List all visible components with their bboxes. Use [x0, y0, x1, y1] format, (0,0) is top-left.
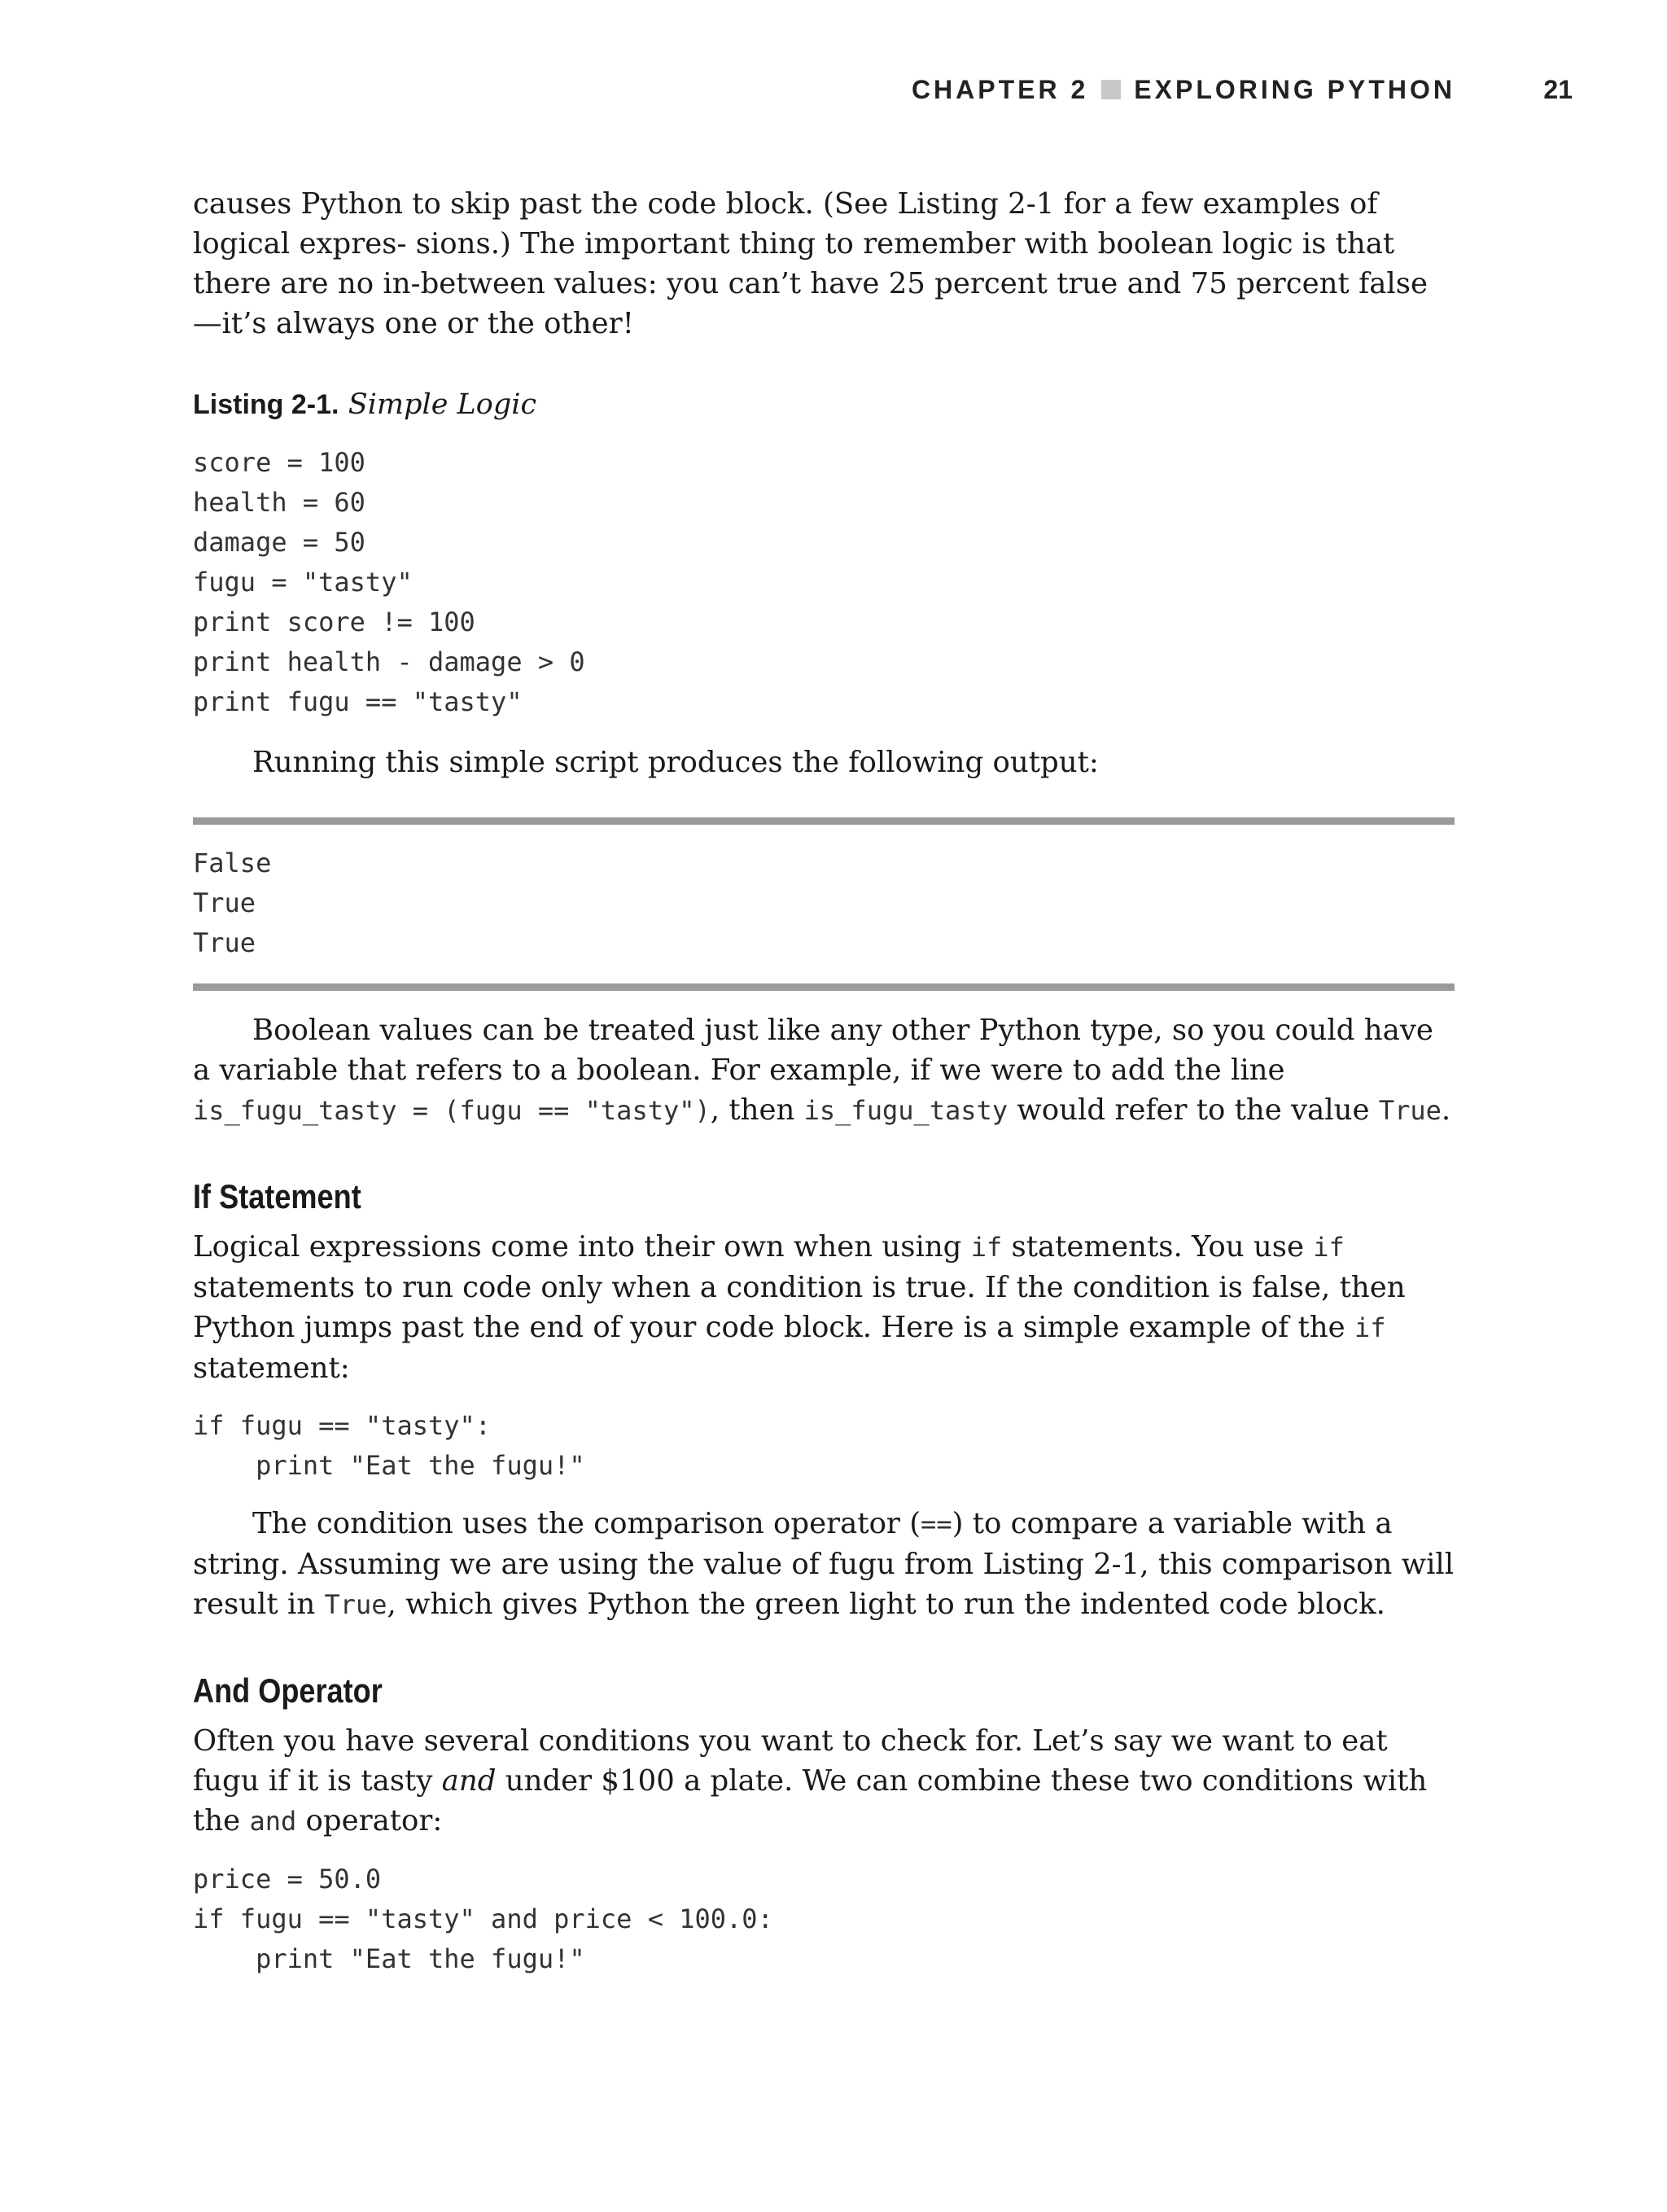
inline-code-true: True [1378, 1095, 1442, 1126]
boolean-text-2: , then [710, 1093, 804, 1127]
output-bottom-rule [193, 983, 1455, 991]
and-emphasis: and [441, 1764, 497, 1798]
boolean-text-3: would refer to the value [1008, 1093, 1379, 1127]
output-intro-paragraph: Running this simple script produces the following output: [252, 746, 1099, 779]
heading-if-statement: If Statement [193, 1177, 361, 1216]
output-top-rule [193, 817, 1455, 825]
if-p2-text-3: , which gives Python the green light to run the indented code block. [387, 1588, 1385, 1621]
boolean-paragraph [193, 1010, 1455, 1131]
chapter-title: EXPLORING PYTHON [1134, 75, 1455, 104]
if-text-2: statements. You use [1002, 1230, 1314, 1264]
if-code: if fugu == "tasty": print "Eat the fugu!" [193, 1410, 585, 1481]
inline-code-and: and [249, 1806, 297, 1837]
chapter-label: CHAPTER 2 [911, 75, 1089, 104]
and-code: price = 50.0 if fugu == "tasty" and price < 100.0: print "Eat the fugu!" [193, 1864, 773, 1974]
square-separator-icon [1101, 80, 1121, 99]
running-head [0, 75, 1667, 107]
boolean-text-4: . [1441, 1093, 1451, 1127]
inline-code-variable: is_fugu_tasty [803, 1095, 1009, 1126]
inline-code-assignment: is_fugu_tasty = (fugu == "tasty") [193, 1095, 711, 1126]
if-p2-text-2: ) to compare a variable with a string. Assuming we are using the value of fugu from Listing 2-1, this comparison will result in [193, 1507, 1455, 1621]
and-text-1: Often you have several conditions you want to check for. Let’s say we want to eat fugu if it is tasty [193, 1724, 1388, 1798]
listing-caption [193, 384, 1455, 425]
inline-code-if-1: if [970, 1232, 1003, 1263]
intro-paragraph: causes Python to skip past the code block. (See Listing 2-1 for a few examples of logical expres- sions.) The important thing to remember with boolean logic is that there are no in-between values: you can’t have 25 percent true and 75 percent false—it’s always one or the other! [193, 187, 1428, 340]
if-paragraph-1 [193, 1227, 1455, 1388]
if-text-1: Logical expressions come into their own when using [193, 1230, 971, 1264]
inline-code-if-2: if [1313, 1232, 1345, 1263]
if-p2-text-1: The condition uses the comparison operator ( [252, 1507, 921, 1540]
page-number: 21 [1543, 75, 1573, 104]
running-head-chapter [912, 75, 1455, 105]
listing-label: Listing 2-1. [193, 389, 339, 420]
heading-and-operator: And Operator [193, 1671, 383, 1710]
listing-code: score = 100 health = 60 damage = 50 fugu = "tasty" print score != 100 print health - damage > 0 print fugu == "tasty" [193, 447, 585, 717]
inline-code-if-3: if [1354, 1312, 1386, 1343]
listing-title: Simple Logic [348, 388, 537, 421]
page-body [193, 184, 1455, 1979]
inline-code-equality: == [921, 1509, 952, 1540]
output-code: False True True [193, 848, 272, 958]
if-text-3: statements to run code only when a condition is true. If the condition is false, then Python jumps past the end of your code block. Here is a simple example of the [193, 1271, 1406, 1344]
boolean-text-1: Boolean values can be treated just like any other Python type, so you could have a variable that refers to a boolean. For example, if we were to add the line [193, 1014, 1433, 1087]
inline-code-true-2: True [324, 1589, 387, 1620]
and-text-3: operator: [296, 1804, 443, 1837]
and-text-2: under $100 a plate. We can combine these two conditions with the [193, 1764, 1428, 1837]
if-text-4: statement: [193, 1351, 350, 1385]
and-paragraph [193, 1721, 1455, 1842]
if-paragraph-2 [193, 1504, 1455, 1625]
